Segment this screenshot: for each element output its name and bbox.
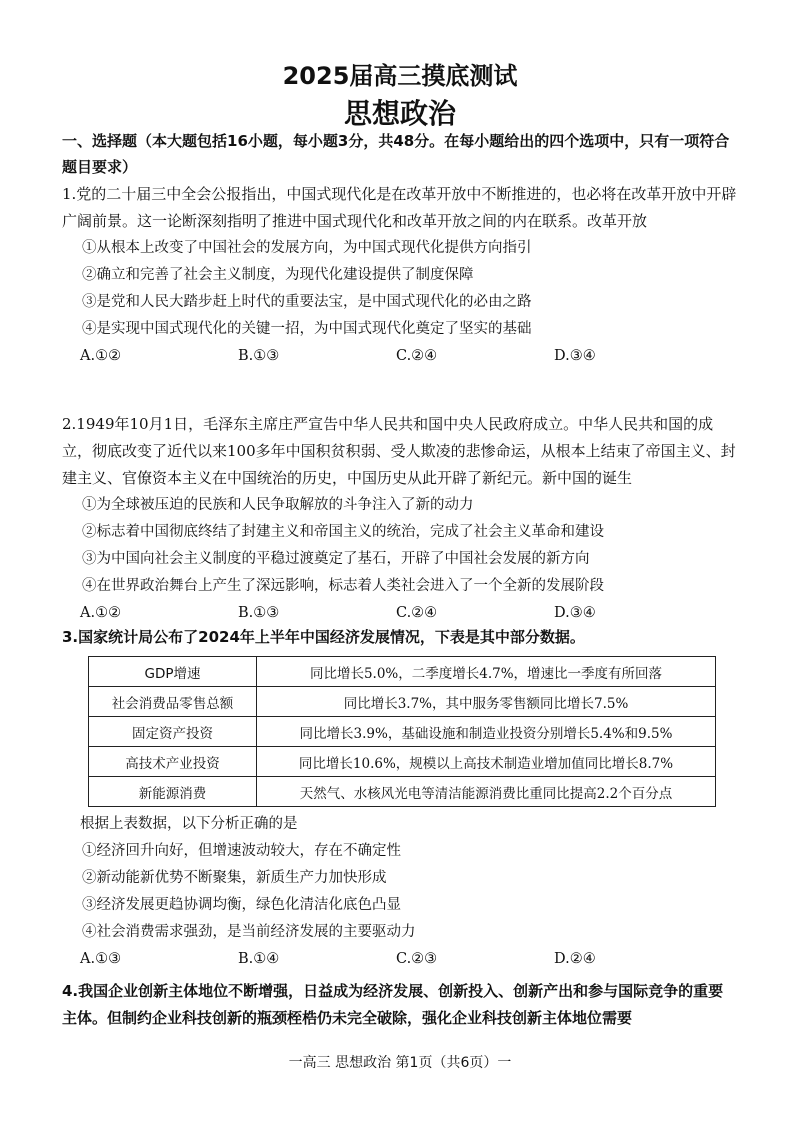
table-value: 同比增长3.7%，其中服务零售额同比增长7.5% [257, 687, 716, 717]
question-3-option-1: ①经济回升向好，但增速波动较大，存在不确定性 [82, 843, 401, 859]
table-key: 新能源消费 [89, 777, 257, 807]
table-value: 同比增长5.0%，二季度增长4.7%，增速比一季度有所回落 [257, 657, 716, 687]
question-2-option-2: ②标志着中国彻底终结了封建主义和帝国主义的统治，完成了社会主义革命和建设 [82, 524, 604, 540]
table-row [89, 687, 716, 717]
question-2-option-4: ④在世界政治舞台上产生了深远影响，标志着人类社会进入了一个全新的发展阶段 [82, 578, 604, 594]
question-2-option-3: ③为中国向社会主义制度的平稳过渡奠定了基石，开辟了中国社会发展的新方向 [82, 551, 590, 567]
question-3-body [62, 811, 738, 973]
question-1 [62, 181, 738, 370]
table-value: 同比增长10.6%，规模以上高技术制造业增加值同比增长8.7% [257, 747, 716, 777]
question-1-option-2: ②确立和完善了社会主义制度，为现代化建设提供了制度保障 [82, 267, 474, 283]
table-key: GDP增速 [89, 657, 257, 687]
question-2-stem: 2.1949年10月1日，毛泽东主席庄严宣告中华人民共和国中央人民政府成立。中华人民共和国的成立，彻底改变了近代以来100多年中国积贫积弱、受人欺凌的悲惨命运，从根本上结束了帝国主义、封建主义、官僚资本主义在中国统治的历史，中国历史从此开辟了新纪元。新中国的诞生 [62, 415, 736, 487]
choice-d: D.③④ [554, 605, 596, 621]
question-4-stem: 4.我国企业创新主体地位不断增强，日益成为经济发展、创新投入、创新产出和参与国际竞争的重要主体。但制约企业科技创新的瓶颈桎梏仍未完全破除，强化企业科技创新主体地位需要 [62, 982, 724, 1027]
table-row [89, 657, 716, 687]
table-key: 社会消费品零售总额 [89, 687, 257, 717]
question-3-option-4: ④社会消费需求强劲，是当前经济发展的主要驱动力 [82, 924, 416, 940]
question-3-option-2: ②新动能新优势不断聚集，新质生产力加快形成 [82, 870, 387, 886]
question-3-prompt: 根据上表数据，以下分析正确的是 [80, 816, 298, 832]
page-footer: 一高三 思想政治 第1页（共6页）一 [288, 1055, 512, 1071]
subject-title: 思想政治 [343, 97, 456, 130]
question-3-choices [62, 946, 738, 973]
question-3-stem: 3.国家统计局公布了2024年上半年中国经济发展情况，下表是其中部分数据。 [62, 628, 585, 646]
table-row [89, 747, 716, 777]
choice-d: D.②④ [554, 951, 596, 967]
economic-data-table [88, 656, 716, 807]
question-1-option-1: ①从根本上改变了中国社会的发展方向，为中国式现代化提供方向指引 [82, 240, 532, 256]
choice-a: A.①② [80, 348, 122, 364]
table-row [89, 717, 716, 747]
table-value: 同比增长3.9%，基础设施和制造业投资分别增长5.4%和9.5% [257, 717, 716, 747]
choice-a: A.①③ [80, 951, 122, 967]
choice-d: D.③④ [554, 348, 596, 364]
exam-title: 2025届高三摸底测试 [282, 62, 518, 90]
choice-c: C.②④ [396, 348, 438, 364]
choice-b: B.①③ [238, 348, 280, 364]
table-key: 固定资产投资 [89, 717, 257, 747]
choice-a: A.①② [80, 605, 122, 621]
choice-c: C.②③ [396, 951, 438, 967]
choice-b: B.①③ [238, 605, 280, 621]
table-row [89, 777, 716, 807]
question-2-choices [62, 600, 738, 627]
question-1-option-3: ③是党和人民大踏步赶上时代的重要法宝，是中国式现代化的必由之路 [82, 294, 532, 310]
table-value: 天然气、水核风光电等清洁能源消费比重同比提高2.2个百分点 [257, 777, 716, 807]
section-heading: 一、选择题（本大题包括16小题，每小题3分，共48分。在每小题给出的四个选项中，只有一项符合题目要求） [62, 132, 730, 176]
question-3-option-3: ③经济发展更趋协调均衡，绿色化清洁化底色凸显 [82, 897, 401, 913]
question-2 [62, 411, 738, 627]
question-1-stem: 1.党的二十届三中全会公报指出，中国式现代化是在改革开放中不断推进的，也必将在改革开放中开辟广阔前景。这一论断深刻指明了推进中国式现代化和改革开放之间的内在联系。改革开放 [62, 185, 737, 230]
question-2-option-1: ①为全球被压迫的民族和人民争取解放的斗争注入了新的动力 [82, 497, 474, 513]
choice-c: C.②④ [396, 605, 438, 621]
question-1-option-4: ④是实现中国式现代化的关键一招，为中国式现代化奠定了坚实的基础 [82, 321, 532, 337]
table-key: 高技术产业投资 [89, 747, 257, 777]
choice-b: B.①④ [238, 951, 280, 967]
question-1-choices [62, 343, 738, 370]
